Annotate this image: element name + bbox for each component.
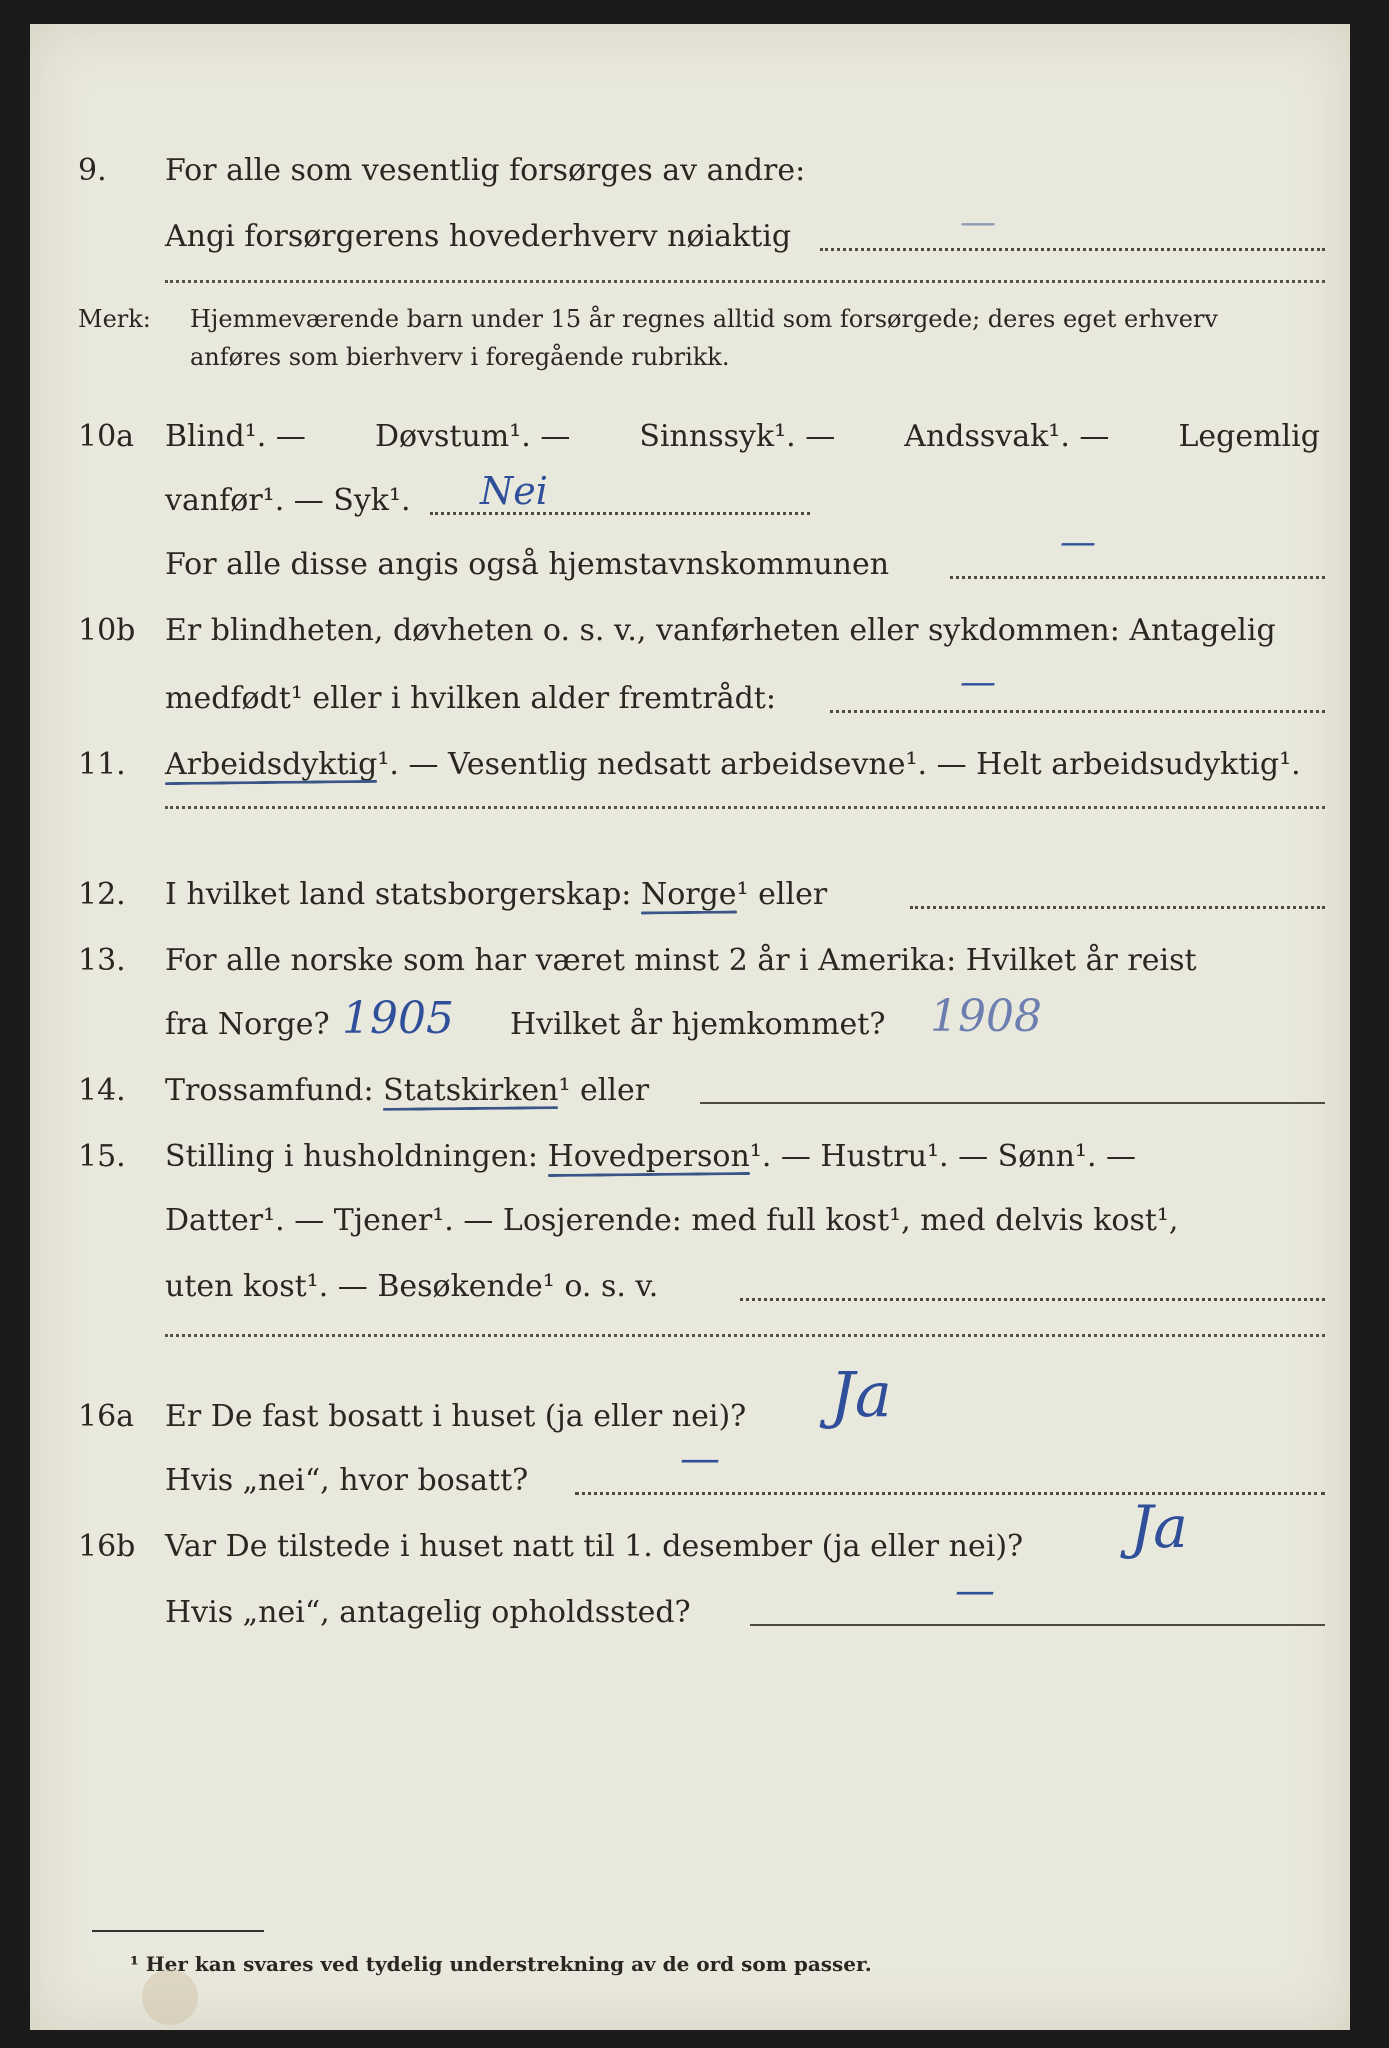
q16b-number: 16b (78, 1529, 136, 1564)
q16b-answer-stay: — (955, 1568, 995, 1614)
q11-number: 11. (78, 747, 126, 782)
q14-post: ¹ eller (558, 1073, 650, 1108)
q10a-options (165, 412, 1320, 462)
q16b-row2 (30, 1568, 1350, 1638)
q15-number: 15. (78, 1139, 126, 1174)
q12-number: 12. (78, 877, 126, 912)
q10a-option-legemlig: Legemlig (1178, 419, 1320, 454)
q15-selected-hovedperson: Hovedperson (548, 1132, 750, 1182)
q11-extra-line (165, 806, 1325, 809)
q14-pre: Trossamfund: (165, 1073, 374, 1108)
q16a-number: 16a (78, 1399, 135, 1434)
q15-post: ¹. — Hustru¹. — Sønn¹. — (749, 1139, 1137, 1174)
q15-pre: Stilling i husholdningen: (165, 1139, 539, 1174)
q16b-answer-present: Ja (1130, 1493, 1188, 1561)
q16a-line2: Hvis „nei“, hvor bosatt? (165, 1463, 529, 1498)
q15-answer-line (740, 1298, 1325, 1301)
q10b-number: 10b (78, 613, 136, 648)
q10a-row2 (30, 469, 1350, 526)
footnote-rule (92, 1930, 264, 1932)
merk-line1: Hjemmeværende barn under 15 år regnes alltid som forsørgede; deres eget erhverv (190, 305, 1218, 333)
q10b-line1: Er blindheten, døvheten o. s. v., vanførheten eller sykdommen: Antagelig (165, 613, 1276, 648)
q10a-hometown-line (950, 576, 1325, 579)
q14-row (30, 1066, 1350, 1116)
q13-mid: Hvilket år hjemkommet? (510, 1007, 886, 1042)
q11-selected-arbeidsdyktig: Arbeidsdyktig (165, 740, 377, 790)
census-form-page (30, 24, 1350, 2030)
q16a-answer-resident: Ja (830, 1358, 892, 1431)
q13-number: 13. (78, 943, 126, 978)
paper-stain (142, 1969, 198, 2025)
q10a-row3 (30, 522, 1350, 590)
q11-text (165, 740, 1301, 790)
q12-pre: I hvilket land statsborgerskap: (165, 877, 632, 912)
q10b-answer-line (830, 710, 1325, 713)
q16a-answer-line (575, 1492, 1325, 1495)
q15-text (165, 1132, 1136, 1182)
q12-text (165, 870, 827, 920)
footnote: ¹ Her kan svares ved tydelig understrekning av de ord som passer. (130, 1952, 872, 1976)
q15-line3: uten kost¹. — Besøkende¹ o. s. v. (165, 1269, 659, 1304)
q9-number: 9. (78, 153, 107, 188)
q13-row2 (30, 991, 1350, 1050)
q16b-row (30, 1493, 1350, 1572)
q13-pre: fra Norge? (165, 1007, 330, 1042)
q13-answer-return-year: 1908 (930, 991, 1042, 1042)
q10b-row2 (30, 662, 1350, 724)
q10a-answer1: Nei (480, 469, 548, 513)
q10a-option-sinnssyk: Sinnssyk¹. — (639, 419, 836, 454)
q10a-number: 10a (78, 419, 135, 454)
q9-answer: — (960, 202, 996, 243)
q16a-line1: Er De fast bosatt i huset (ja eller nei)? (165, 1399, 747, 1434)
q13-line1: For alle norske som har været minst 2 år i Amerika: Hvilket år reist (165, 943, 1197, 978)
q10b-line2: medfødt¹ eller i hvilken alder fremtrådt: (165, 681, 776, 716)
q14-text (165, 1066, 649, 1116)
q10a-line3: For alle disse angis også hjemstavnskommunen (165, 547, 890, 582)
q11-row (30, 740, 1350, 790)
q16b-answer-line (750, 1624, 1325, 1626)
q15-row2 (30, 1196, 1350, 1246)
q14-number: 14. (78, 1073, 126, 1108)
q9-answer-line (820, 248, 1325, 251)
q9-row (30, 146, 1350, 196)
q15-row3 (30, 1262, 1350, 1312)
q10a-option-blind: Blind¹. — (165, 419, 306, 454)
q9-text-line1: For alle som vesentlig forsørges av andre: (165, 153, 806, 188)
q12-selected-norge: Norge (641, 870, 737, 920)
q15-extra-line (165, 1334, 1325, 1337)
q10b-answer: — (960, 662, 996, 703)
q10a-option-andssvak: Andssvak¹. — (904, 419, 1110, 454)
q16a-answer-residence: — (680, 1436, 720, 1482)
q13-answer-departure-year: 1905 (342, 993, 454, 1044)
q10a-answer2: — (1060, 522, 1096, 563)
q15-row (30, 1132, 1350, 1182)
q10b-row (30, 606, 1350, 656)
q10a-row (30, 412, 1350, 462)
q10a-option-dovstum: Døvstum¹. — (374, 419, 571, 454)
q15-line2: Datter¹. — Tjener¹. — Losjerende: med full kost¹, med delvis kost¹, (165, 1203, 1179, 1238)
q10a-line2: vanfør¹. — Syk¹. (165, 483, 411, 518)
q16b-line1: Var De tilstede i huset natt til 1. desember (ja eller nei)? (165, 1529, 1024, 1564)
q14-selected-statskirken: Statskirken (383, 1066, 558, 1116)
q12-answer-line (910, 906, 1325, 909)
q9-extra-line (165, 280, 1325, 283)
q9-text-line2: Angi forsørgerens hovederhverv nøiaktig (165, 219, 792, 254)
merk-label: Merk: (78, 305, 151, 333)
q12-post: ¹ eller (736, 877, 828, 912)
q16b-line2: Hvis „nei“, antagelig opholdssted? (165, 1595, 691, 1630)
q12-row (30, 870, 1350, 920)
q14-answer-line (700, 1102, 1325, 1104)
q11-rest: ¹. — Vesentlig nedsatt arbeidsevne¹. — Helt arbeidsudyktig¹. (377, 747, 1301, 782)
merk-line2: anføres som bierhverv i foregående rubrikk. (190, 343, 730, 371)
q9-row2 (30, 202, 1350, 262)
q13-row (30, 936, 1350, 986)
